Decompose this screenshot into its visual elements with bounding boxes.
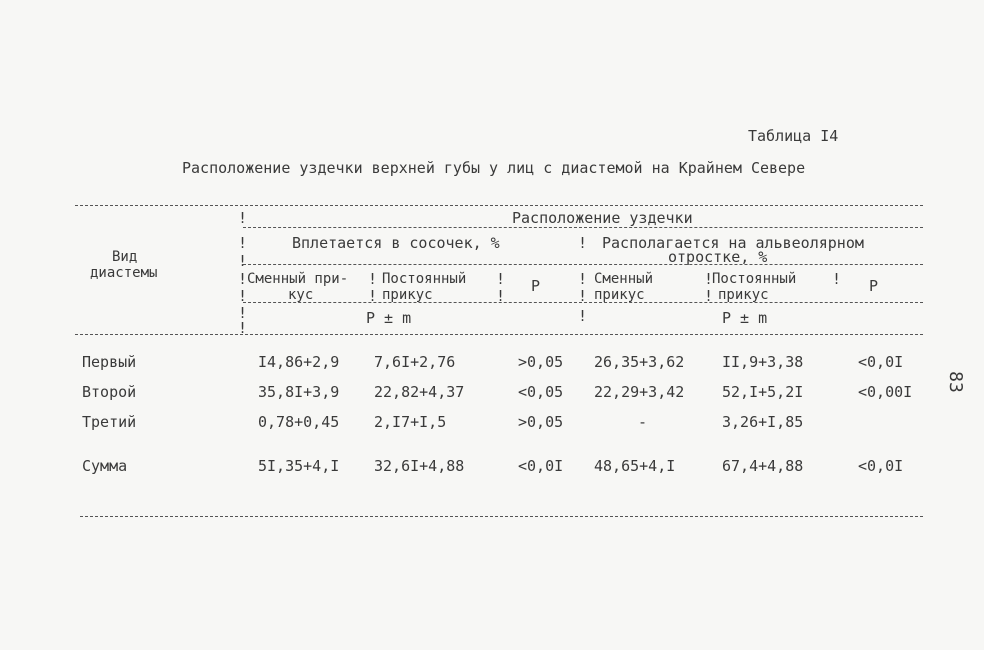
separator-mark: ! [238,270,248,288]
col6-header: Р [869,277,879,295]
separator-mark: ! [578,234,588,252]
col4-header-line2: прикус [594,287,645,303]
separator-mark: ! [578,270,588,288]
cell: 32,6I+4,88 [374,457,465,475]
cell-p: <0,00I [858,383,913,401]
cell: 35,8I+3,9 [258,383,340,401]
cell: 26,35+3,62 [594,353,685,371]
col2-header-line1: Постоянный [382,271,467,287]
cell: 0,78+0,45 [258,413,340,431]
separator-mark: ! [704,287,714,305]
cell: 67,4+4,88 [722,457,804,475]
cell: 5I,35+4,I [258,457,340,475]
top-rule [75,205,923,206]
header-bottom-rule [75,334,923,335]
separator-mark: ! [496,287,506,305]
separator-mark: ! [238,319,248,337]
cell-p: >0,05 [518,353,564,371]
row-header-line2: диастемы [90,265,158,281]
separator-mark: ! [238,209,248,227]
subgroup-header-2-line2: отростке, % [668,248,768,266]
subgroup-header-2-line1: Располагается на альвеолярном [602,234,864,252]
row-label: Первый [82,353,137,371]
cell: I4,86+2,9 [258,353,340,371]
group-header: Расположение уздечки [512,209,693,227]
col1-header-line1: Сменный при- [247,271,349,287]
cell: 48,65+4,I [594,457,676,475]
cell: II,9+3,38 [722,353,804,371]
col3-header: Р [531,277,541,295]
col5-header-line1: Постоянный [712,271,797,287]
cell: - [638,413,648,431]
cell-p: <0,0I [518,457,564,475]
col1-header-line2: кус [288,287,314,303]
cell: 22,82+4,37 [374,383,465,401]
separator-mark: ! [578,307,588,325]
group-rule [243,227,923,228]
row-header-line1: Вид [112,249,138,265]
separator-mark: ! [238,287,248,305]
pm-header-right: Р ± m [722,309,768,327]
row-label: Третий [82,413,137,431]
separator-mark: ! [496,270,506,288]
separator-mark: ! [238,234,248,252]
separator-mark: ! [578,287,588,305]
col2-header-line2: прикус [382,287,433,303]
table-title: Расположение уздечки верхней губы у лиц с диастемой на Крайнем Севере [182,159,806,177]
cell-p: <0,0I [858,457,904,475]
cell: 3,26+I,85 [722,413,804,431]
sub-rule [243,264,923,265]
separator-mark: ! [238,304,248,322]
cell: 52,I+5,2I [722,383,804,401]
separator-mark: ! [832,270,842,288]
separator-mark: ! [368,287,378,305]
page-number: 83 [944,371,966,393]
col5-header-line2: прикус [718,287,769,303]
cell-p: <0,05 [518,383,564,401]
separator-mark: ! [368,270,378,288]
row-label: Сумма [82,457,128,475]
cell-p: >0,05 [518,413,564,431]
table-label: Таблица I4 [748,127,839,145]
bottom-rule [80,516,923,517]
cell: 2,I7+I,5 [374,413,447,431]
cell-p: <0,0I [858,353,904,371]
col4-header-line1: Сменный [594,271,654,287]
pm-header-left: Р ± m [366,309,412,327]
separator-mark: ! [238,252,248,270]
row-label: Второй [82,383,137,401]
separator-mark: ! [704,270,714,288]
cell: 22,29+3,42 [594,383,685,401]
subgroup-header-1: Вплетается в сосочек, % [292,234,500,252]
cell: 7,6I+2,76 [374,353,456,371]
